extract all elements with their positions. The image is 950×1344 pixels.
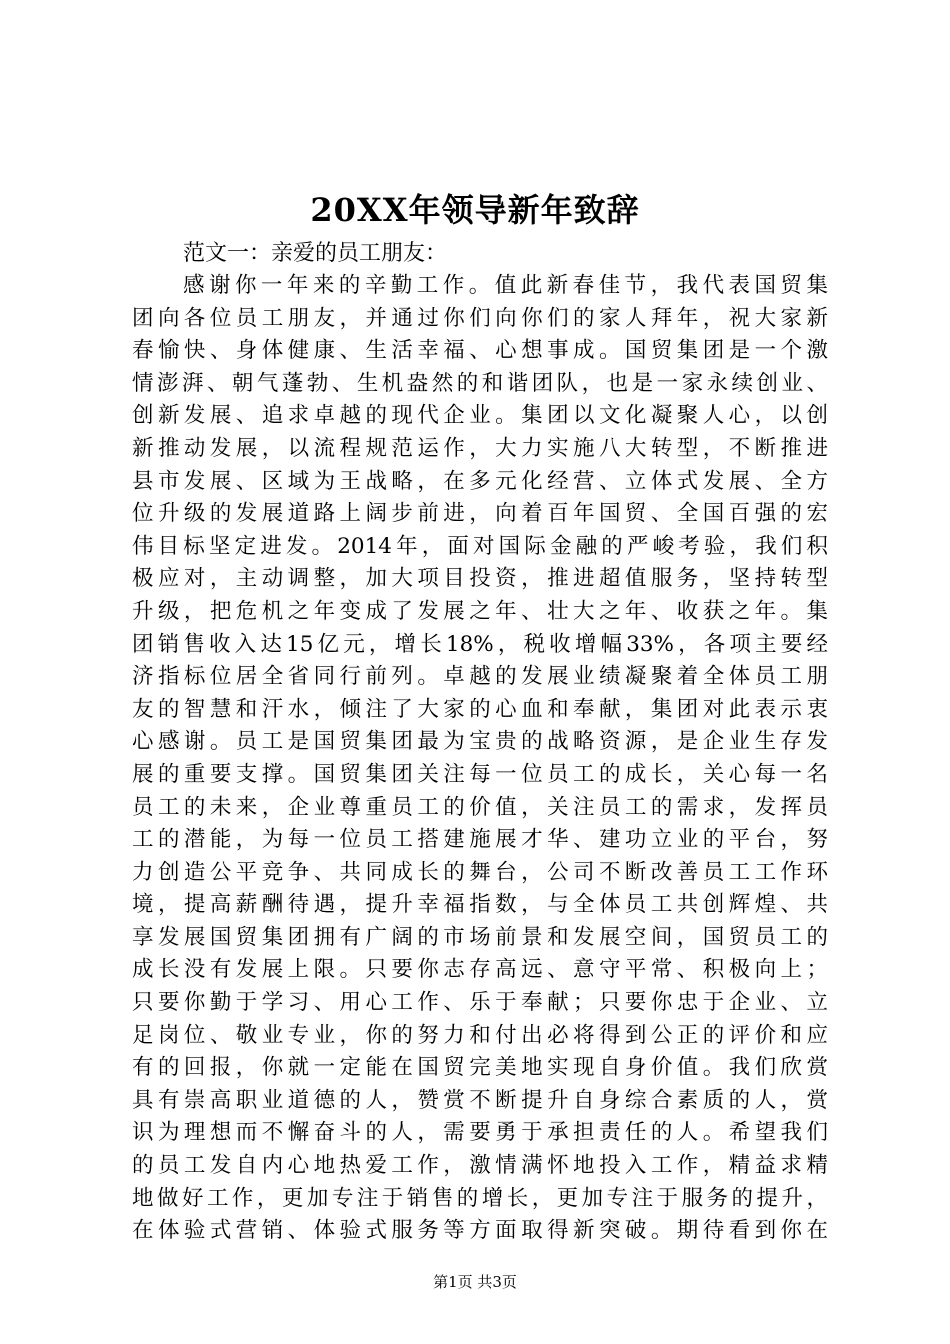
body-line: 展的重要支撑。国贸集团关注每一位员工的成长，关心每一名 [132, 761, 828, 787]
body-line: 识为理想而不懈奋斗的人，需要勇于承担责任的人。希望我们 [132, 1120, 828, 1146]
body-line: 团销售收入达15亿元，增长18%，税收增幅33%，各项主要经 [132, 631, 828, 657]
body-line: 境，提高薪酬待遇，提升幸福指数，与全体员工共创辉煌、共 [132, 892, 828, 918]
body-line: 春愉快、身体健康、生活幸福、心想事成。国贸集团是一个激 [132, 338, 828, 364]
body-line: 地做好工作，更加专注于销售的增长，更加专注于服务的提升， [132, 1185, 828, 1211]
page-footer: 第1页 共3页 [433, 1273, 517, 1291]
body-line: 创新发展、追求卓越的现代企业。集团以文化凝聚人心，以创 [132, 403, 828, 429]
body-line: 心感谢。员工是国贸集团最为宝贵的战略资源，是企业生存发 [132, 729, 828, 755]
body-line: 力创造公平竞争、共同成长的舞台，公司不断改善员工工作环 [132, 859, 828, 885]
body-line: 享发展国贸集团拥有广阔的市场前景和发展空间，国贸员工的 [132, 924, 828, 950]
body-paragraph [132, 270, 828, 1248]
body-line: 在体验式营销、体验式服务等方面取得新突破。期待看到你在 [132, 1218, 828, 1244]
body-line: 感谢你一年来的辛勤工作。值此新春佳节，我代表国贸集 [183, 273, 828, 298]
body-line: 伟目标坚定进发。2014年，面对国际金融的严峻考验，我们积 [132, 533, 828, 559]
document-title: 20XX年领导新年致辞 [310, 191, 640, 229]
body-line: 团向各位员工朋友，并通过你们向你们的家人拜年，祝大家新 [132, 305, 828, 331]
body-line: 工的潜能，为每一位员工搭建施展才华、建功立业的平台，努 [132, 827, 828, 853]
body-line: 升级，把危机之年变成了发展之年、壮大之年、收获之年。集 [132, 598, 828, 624]
body-line: 足岗位、敬业专业，你的努力和付出必将得到公正的评价和应 [132, 1022, 828, 1048]
body-line: 极应对，主动调整，加大项目投资，推进超值服务，坚持转型 [132, 566, 828, 592]
body-line: 具有崇高职业道德的人，赞赏不断提升自身综合素质的人，赏 [132, 1087, 828, 1113]
body-line: 有的回报，你就一定能在国贸完美地实现自身价值。我们欣赏 [132, 1055, 828, 1081]
body-line: 县市发展、区域为王战略，在多元化经营、立体式发展、全方 [132, 468, 828, 494]
body-line: 成长没有发展上限。只要你志存高远、意守平常、积极向上； [132, 957, 828, 983]
body-line: 新推动发展，以流程规范运作，大力实施八大转型，不断推进 [132, 435, 828, 461]
body-line: 的员工发自内心地热爱工作，激情满怀地投入工作，精益求精 [132, 1153, 828, 1179]
body-line: 位升级的发展道路上阔步前进，向着百年国贸、全国百强的宏 [132, 501, 828, 527]
body-line: 友的智慧和汗水，倾注了大家的心血和奉献，集团对此表示衷 [132, 696, 828, 722]
body-line: 济指标位居全省同行前列。卓越的发展业绩凝聚着全体员工朋 [132, 664, 828, 690]
greeting-line: 范文一：亲爱的员工朋友： [183, 241, 448, 266]
body-line: 情澎湃、朝气蓬勃、生机盎然的和谐团队，也是一家永续创业、 [132, 370, 828, 396]
body-line: 只要你勤于学习、用心工作、乐于奉献；只要你忠于企业、立 [132, 990, 828, 1016]
body-line: 员工的未来，企业尊重员工的价值，关注员工的需求，发挥员 [132, 794, 828, 820]
